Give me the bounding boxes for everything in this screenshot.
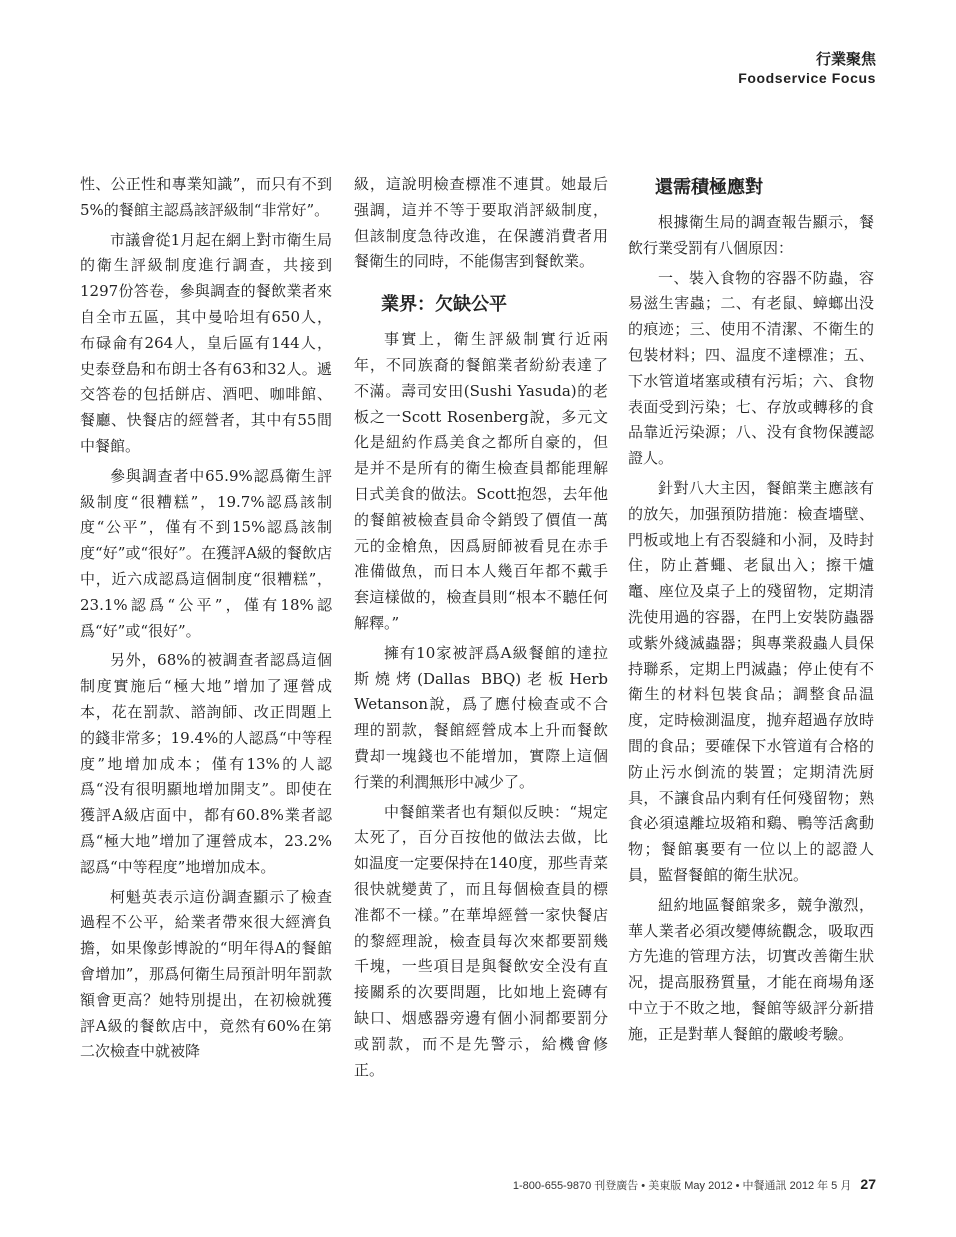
paragraph: 針對八大主因，餐館業主應該有的放矢，加强預防措施：檢查墻壁、門板或地上有否裂縫和小洞，及時封住，防止蒼蠅、老鼠出入；擦干爐竈、座位及桌子上的殘留物，定期清洗使用過的容器，在門上安裝防蟲器或紫外綫滅蟲器；與專業殺蟲人員保持聯系，定期上門滅蟲；停止使有不衛生的材料包裝食品；調整食品温度，定時檢測温度，抛弃超過存放時間的食品；要確保下水管道有合格的防止污水倒流的裝置；定期清洗厨具，不讓食品内剩有任何殘留物；熟食必須遠離垃圾箱和鷄、鴨等活禽動物；餐館裏要有一位以上的認證人員，監督餐館的衛生狀况。: [628, 478, 874, 884]
paragraph: 市議會從1月起在網上對市衛生局的衛生評級制度進行調查，共接到1297份答卷，參與調查的餐飲業者來自全市五區，其中曼哈坦有650人，布碌侖有264人，皇后區有144人，史泰登島和布朗士各有63和32人。遞交答卷的包括餅店、酒吧、咖啡館、餐廳、快餐店的經營者，其中有55間中餐館。: [80, 230, 332, 455]
footer-text: 1-800-655-9870 刊登廣告 • 美東版 May 2012 • 中餐通訊 2012 年 5 月: [512, 1180, 852, 1192]
section-title-en: Foodservice Focus: [738, 70, 876, 86]
article-column-1: [80, 172, 332, 1069]
paragraph: 性、公正性和專業知識”，而只有不到5%的餐館主認爲該評級制“非常好”。: [80, 175, 332, 219]
paragraph: 級，這說明檢查標准不連貫。她最后强調，這并不等于要取消評級制度，但該制度急待改進，在保護消費者用餐衛生的同時，不能傷害到餐飲業。: [354, 175, 608, 271]
page-number: 27: [860, 1176, 876, 1192]
paragraph: 參與調查者中65.9%認爲衛生評級制度“很糟糕”，19.7%認爲該制度“公平”，僅有不到15%認爲該制度“好”或“很好”。在獲評A級的餐飲店中，近六成認爲這個制度“很糟糕”，23.1%認爲“公平”，僅有18%認爲“好”或“很好”。: [80, 466, 332, 640]
section-heading: 業界：欠缺公平: [381, 294, 507, 316]
section-heading: 還需積極應對: [655, 177, 763, 198]
section-header: [738, 48, 876, 86]
article-column-2: [354, 172, 608, 1087]
paragraph: 另外，68%的被調查者認爲這個制度實施后“極大地”增加了運營成本，花在罰款、諮詢師、改正問題上的錢非常多；19.4%的人認爲“中等程度”地增加成本；僅有13%的人認爲“没有很明顯地增加開支”。即使在獲評A級店面中，都有60.8%業者認爲“極大地”增加了運營成本，23.2%認爲“中等程度”地增加成本。: [80, 651, 332, 876]
paragraph: 中餐館業者也有類似反映：“規定太死了，百分百按他的做法去做，比如温度一定要保持在140度，那些青菜很快就變黄了，而且每個檢查員的標准都不一樣。”在華埠經營一家快餐店的黎經理說，檢查員每次來都要罰幾千塊，一些項目是與餐飲安全没有直接關系的次要問題，比如地上瓷磚有缺口、烟感器旁邊有個小洞都要罰分或罰款，而不是先警示，給機會修正。: [354, 802, 608, 1079]
paragraph: 根據衛生局的調查報告顯示，餐飲行業受罰有八個原因：: [628, 213, 874, 257]
section-title-zh: 行業聚焦: [815, 50, 876, 68]
page-footer: [513, 1176, 876, 1193]
article-column-3: [628, 172, 874, 1052]
paragraph: 擁有10家被評爲A級餐館的達拉斯燒烤(Dallas BBQ)老板Herb Wetanson說，爲了應付檢查或不合理的罰款，餐館經營成本上升而餐飲費却一塊錢也不能增加，實際上這個行業的利潤無形中减少了。: [354, 643, 608, 791]
paragraph: 一、裝入食物的容器不防蟲，容易滋生害蟲；二、有老鼠、蟑螂出没的痕迹；三、使用不清潔、不衛生的包裝材料；四、温度不達標准；五、下水管道堵塞或積有污垢；六、食物表面受到污染；七、存放或轉移的食品靠近污染源；八、没有食物保護認證人。: [628, 268, 874, 468]
paragraph: 紐約地區餐館衆多，競争激烈，華人業者必須改變傳統觀念，吸取西方先進的管理方法，切實改善衛生狀况，提高服務質量，才能在商場角逐中立于不敗之地，餐館等級評分新措施，正是對華人餐館的嚴峻考驗。: [628, 895, 874, 1043]
paragraph: 事實上，衛生評級制實行近兩年，不同族裔的餐館業者紛紛表達了不滿。壽司安田(Sushi Yasuda)的老板之一Scott Rosenberg說，多元文化是紐約作爲美食之都所自豪的，但是并不是所有的衛生檢查員都能理解日式美食的做法。Scott抱怨，去年他的餐館被檢查員命令銷毁了價值一萬元的金槍魚，因爲厨師被看見在赤手准備做魚，而日本人幾百年都不戴手套這樣做的，檢查員則“根本不聽任何解釋。”: [354, 330, 608, 632]
paragraph: 柯魁英表示這份調查顯示了檢查過程不公平，給業者帶來很大經濟負擔，如果像彭博說的“明年得A的餐館會增加”，那爲何衛生局預計明年罰款額會更高？她特別提出，在初檢就獲評A級的餐飲店中，竟然有60%在第二次檢查中就被降: [80, 887, 332, 1061]
